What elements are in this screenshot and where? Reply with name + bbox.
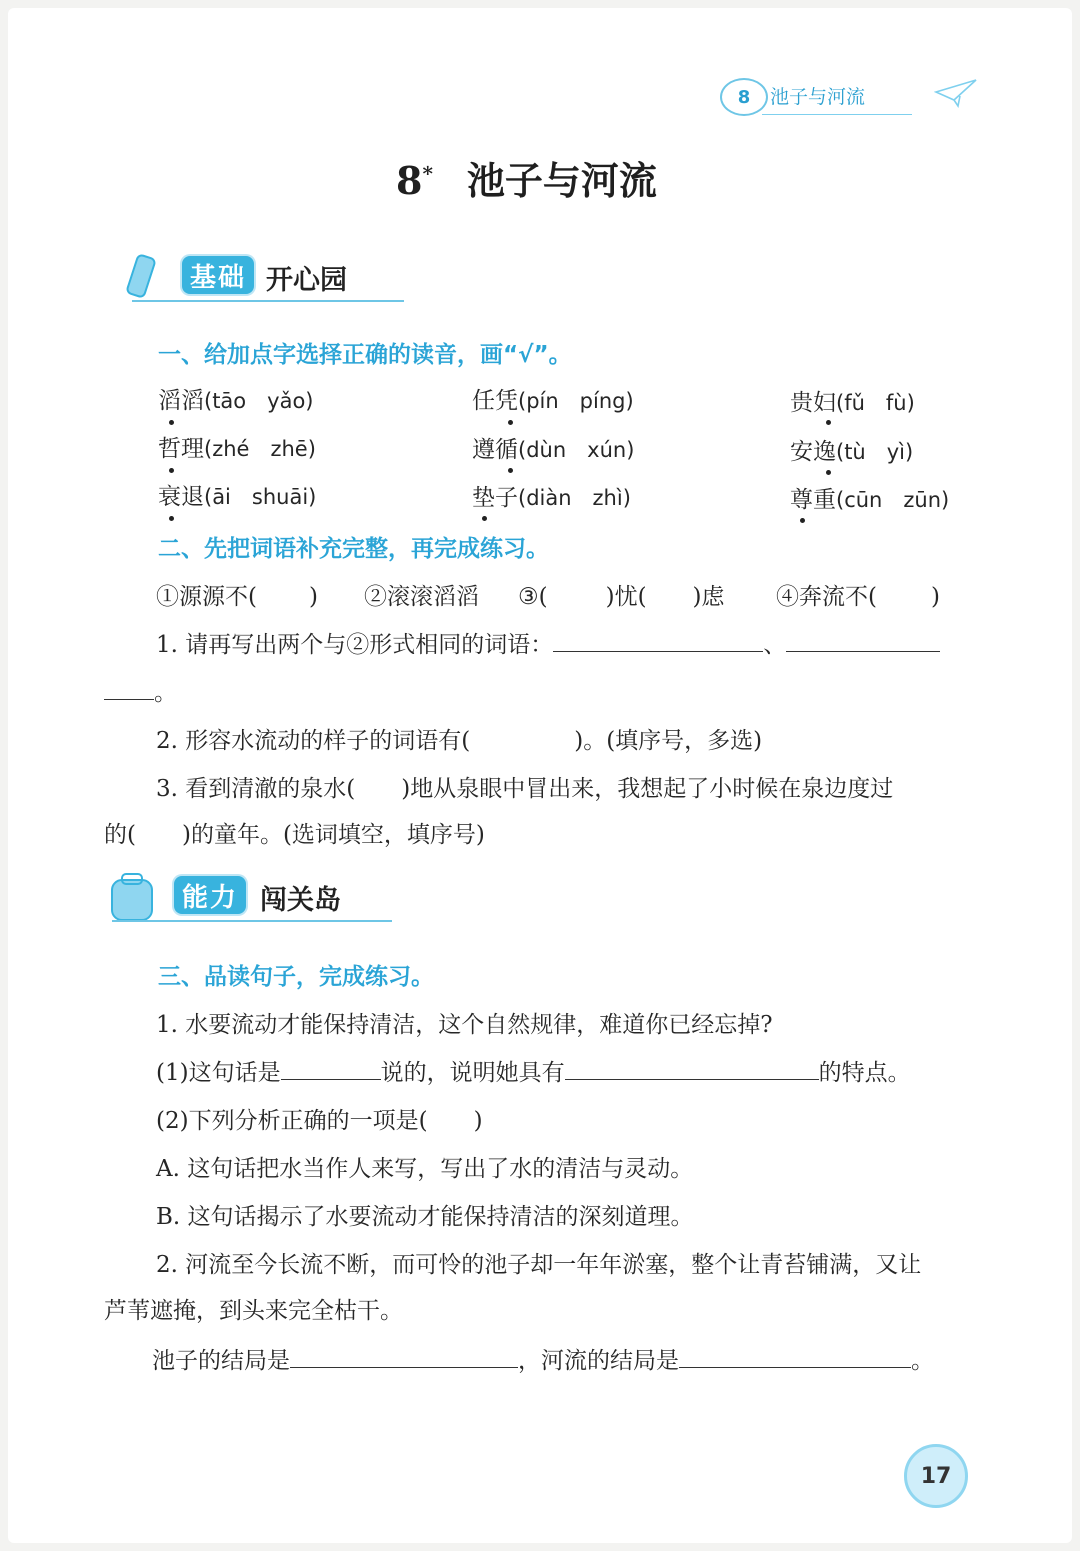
subquestion-2 — [156, 722, 762, 755]
passage-2-cont: 芦苇遮掩，到头来完全枯干。 — [104, 1298, 403, 1324]
word-fill-1 — [156, 578, 318, 611]
banner-underline — [132, 300, 404, 302]
subquestion-text: )的童年。(选词填空，填序号) — [181, 822, 485, 848]
word-fill-text: ) — [308, 584, 318, 610]
subquestion-1 — [156, 626, 940, 659]
lesson-title-text: 池子与河流 — [466, 158, 657, 203]
answer-blank[interactable] — [679, 1349, 911, 1368]
subquestion-text: 的特点。 — [818, 1060, 911, 1086]
lesson-title-number: 8 — [396, 158, 423, 203]
subquestion-text: 的( — [104, 822, 136, 848]
pinyin-options: (pín píng) — [518, 389, 634, 413]
pinyin-options: (diàn zhì) — [518, 486, 631, 510]
emphasis-dot — [508, 468, 513, 473]
subquestion-text: 。 — [911, 1348, 934, 1374]
pinyin-item — [158, 430, 316, 463]
emphasis-dot — [169, 468, 174, 473]
subquestion-text: ) — [473, 1108, 483, 1134]
question-3-heading: 三、品读句子，完成练习。 — [158, 964, 434, 990]
subquestion-text: 池子的结局是 — [152, 1348, 290, 1374]
pinyin-word: 尊重 — [790, 487, 836, 513]
option-a: A. 这句话把水当作人来写，写出了水的清洁与灵动。 — [156, 1156, 694, 1182]
question-2-heading: 二、先把词语补充完整，再完成练习。 — [158, 536, 549, 562]
pinyin-word: 安逸 — [790, 439, 836, 465]
subquestion-text: 2. 形容水流动的样子的词语有( — [156, 728, 471, 754]
passage-1: 1. 水要流动才能保持清洁，这个自然规律，难道你已经忘掉? — [156, 1012, 773, 1038]
pencil-icon — [118, 252, 170, 304]
word-fill-text: )忧( — [605, 584, 647, 610]
subquestion-text: 3. 看到清澈的泉水( — [156, 776, 356, 802]
answer-blank[interactable] — [565, 1061, 819, 1080]
pinyin-word: 任凭 — [472, 388, 518, 414]
section-badge-basic: 基础 — [182, 256, 254, 294]
word-fill-text: ①源源不( — [156, 584, 257, 610]
pinyin-options: (dùn xún) — [518, 438, 635, 462]
pinyin-item — [790, 433, 913, 466]
section-subtitle-basic: 开心园 — [266, 265, 347, 296]
word-fill-text: )虑 — [692, 584, 725, 610]
pinyin-options: (fǔ fù) — [836, 391, 915, 415]
question-1-heading: 一、给加点字选择正确的读音，画“√”。 — [158, 342, 572, 368]
pinyin-options: (tāo yǎo) — [204, 389, 314, 413]
subquestion-text: 1. 请再写出两个与②形式相同的词语： — [156, 632, 554, 658]
section-subtitle-ability: 闯关岛 — [260, 885, 341, 916]
option-b: B. 这句话揭示了水要流动才能保持清洁的深刻道理。 — [156, 1204, 694, 1230]
subquestion-1-1 — [156, 1054, 911, 1087]
subquestion-text: )地从泉眼中冒出来，我想起了小时候在泉边度过 — [401, 776, 894, 802]
lesson-title-mark: * — [422, 161, 433, 186]
pinyin-item — [790, 481, 949, 514]
page-number: 17 — [904, 1444, 968, 1508]
word-fill-text: ) — [930, 584, 940, 610]
emphasis-dot — [169, 516, 174, 521]
lesson-number-badge: 8 — [720, 78, 768, 116]
emphasis-dot — [800, 518, 805, 523]
lesson-title — [396, 150, 657, 205]
subquestion-1-2 — [156, 1102, 483, 1135]
subquestion-text: ，河流的结局是 — [518, 1348, 679, 1374]
word-fill-text: ④奔流不( — [776, 584, 877, 610]
emphasis-dot — [169, 420, 174, 425]
pinyin-item — [472, 479, 631, 512]
answer-blank[interactable] — [104, 681, 154, 700]
word-fill-3 — [518, 578, 725, 611]
banner-underline — [112, 920, 392, 922]
pinyin-word: 衰退 — [158, 484, 204, 510]
subquestion-3 — [156, 770, 893, 803]
pinyin-word: 贵妇 — [790, 390, 836, 416]
subquestion-3-cont — [104, 816, 485, 849]
pinyin-item — [158, 478, 316, 511]
pinyin-options: (cūn zūn) — [836, 488, 950, 512]
pinyin-word: 哲理 — [158, 436, 204, 462]
subquestion-2-fill — [152, 1342, 934, 1375]
section-banner-ability — [104, 868, 404, 928]
subquestion-text: 。 — [154, 680, 177, 706]
answer-blank[interactable] — [290, 1349, 518, 1368]
backpack-icon — [104, 870, 164, 926]
paper-plane-icon — [934, 78, 978, 108]
header-underline — [762, 114, 912, 115]
emphasis-dot — [826, 470, 831, 475]
subquestion-text: 说的，说明她具有 — [380, 1060, 565, 1086]
pinyin-options: (zhé zhē) — [204, 437, 316, 461]
answer-blank[interactable] — [281, 1061, 381, 1080]
pinyin-word: 垫子 — [472, 485, 518, 511]
subquestion-1-cont — [104, 674, 177, 707]
subquestion-text: 、 — [763, 632, 787, 658]
pinyin-item — [472, 382, 634, 415]
pinyin-word: 滔滔 — [158, 388, 204, 414]
answer-blank[interactable] — [786, 633, 940, 652]
pinyin-item — [790, 384, 915, 417]
pinyin-item — [158, 382, 313, 415]
pinyin-word: 遵循 — [472, 437, 518, 463]
section-badge-ability: 能力 — [174, 876, 246, 914]
passage-2: 2. 河流至今长流不断，而可怜的池子却一年年淤塞，整个让青苔铺满，又让 — [156, 1252, 922, 1278]
running-header — [712, 78, 977, 124]
running-header-title: 池子与河流 — [770, 86, 866, 108]
subquestion-text: (2)下列分析正确的一项是( — [156, 1108, 428, 1134]
word-fill-2: ②滚滚滔滔 — [364, 584, 479, 610]
emphasis-dot — [482, 516, 487, 521]
word-fill-text: ③( — [518, 584, 548, 610]
word-fill-4 — [776, 578, 940, 611]
section-banner-basic — [118, 248, 418, 308]
pinyin-options: (tù yì) — [836, 440, 914, 464]
emphasis-dot — [508, 420, 513, 425]
pinyin-options: (āi shuāi) — [204, 485, 317, 509]
subquestion-text: )。(填序号，多选) — [574, 728, 763, 754]
answer-blank[interactable] — [553, 633, 763, 652]
emphasis-dot — [826, 420, 831, 425]
subquestion-text: (1)这句话是 — [156, 1060, 281, 1086]
pinyin-item — [472, 431, 634, 464]
